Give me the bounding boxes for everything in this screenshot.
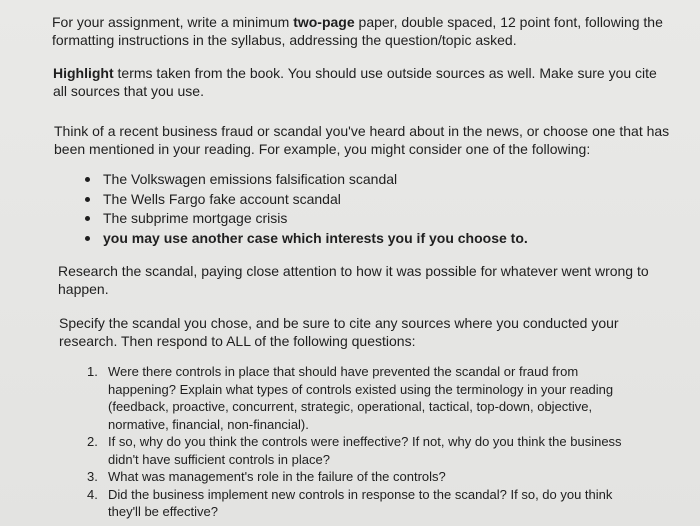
highlight-instructions	[53, 64, 673, 100]
scandal-option-own-case: you may use another case which interests you if you choose to.	[82, 229, 528, 249]
intro-text-start: For your assignment, write a minimum	[52, 14, 294, 30]
research-instructions: Research the scandal, paying close attention to how it was possible for whatever went wrong to happen.	[58, 263, 649, 297]
question-item	[87, 486, 647, 521]
questions-list	[87, 363, 647, 521]
intro-bold-two-page: two-page	[293, 14, 355, 30]
question-number: 3.	[87, 469, 98, 484]
highlight-bold: Highlight	[53, 65, 114, 81]
assignment-intro	[52, 13, 672, 49]
scandal-prompt: Think of a recent business fraud or scandal you've heard about in the news, or choose one that has been mentioned in your reading. For example, you might consider one of the following:	[54, 123, 670, 157]
intro-text-end: paper, double spaced, 12 point font, following the formatting instructions in the syllabus, addressing the question/topic asked.	[52, 14, 663, 48]
specify-instructions: Specify the scandal you chose, and be sure to cite any sources where you conducted your research. Then respond to ALL of the following questions:	[59, 315, 619, 349]
scandal-option: The Volkswagen emissions falsification scandal	[82, 170, 528, 190]
question-text: Were there controls in place that should have prevented the scandal or fraud from happening? Explain what types of controls existed using the terminology in your reading (feedback, proactive, concurrent, strategic, operational, tactical, top-down, objective, normative, financial, non-financial).	[108, 364, 614, 432]
scandal-option: The Wells Fargo fake account scandal	[82, 190, 528, 210]
question-number: 4.	[87, 486, 98, 502]
question-text: If so, why do you think the controls were ineffective? If not, why do you think the business didn't have sufficient controls in place?	[108, 434, 622, 467]
question-text: What was management's role in the failure of the controls?	[108, 469, 446, 484]
question-number: 1.	[87, 364, 98, 379]
scandal-option: The subprime mortgage crisis	[82, 209, 528, 229]
question-item	[87, 363, 647, 433]
highlight-text: terms taken from the book. You should use outside sources as well. Make sure you cite all sources that you use.	[53, 65, 657, 99]
question-item	[87, 433, 647, 468]
question-text: Did the business implement new controls in response to the scandal? If so, do you think they'll be effective?	[108, 486, 613, 519]
scandal-options-list	[82, 170, 528, 248]
question-number: 2.	[87, 434, 98, 449]
question-item	[87, 468, 647, 486]
